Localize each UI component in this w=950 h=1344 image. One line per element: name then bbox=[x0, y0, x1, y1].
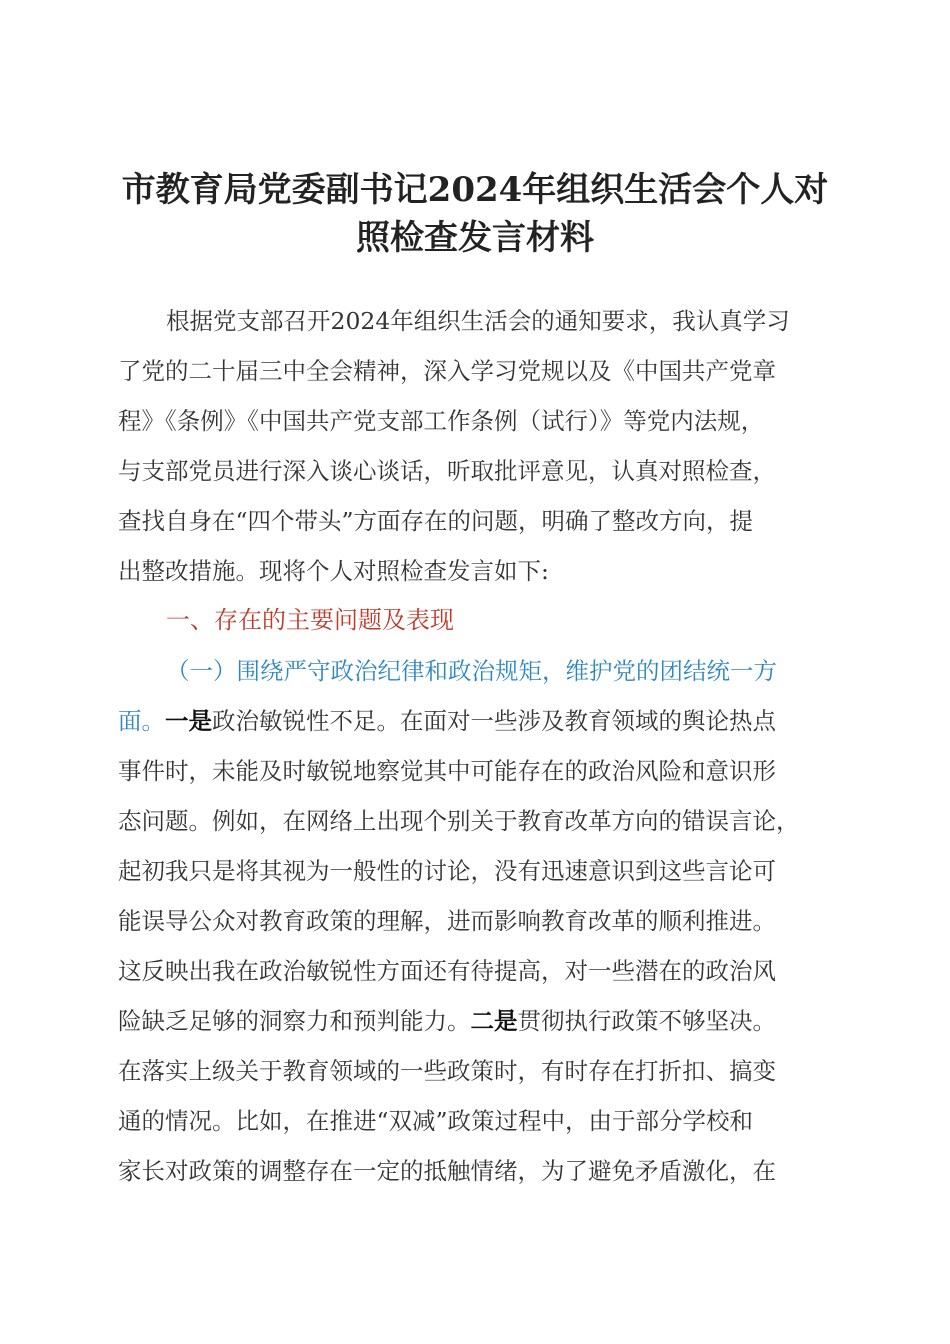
point2-before: 险缺乏足够的洞察力和预判能力。 bbox=[118, 1007, 471, 1035]
body-line: 这反映出我在政治敏锐性方面还有待提高，对一些潜在的政治风 bbox=[118, 957, 776, 985]
body-line: 起初我只是将其视为一般性的讨论，没有迅速意识到这些言论可 bbox=[118, 857, 776, 885]
document-title-line-1: 市教育局党委副书记2024年组织生活会个人对 bbox=[121, 170, 829, 210]
point1-text: 政治敏锐性不足。在面对一些涉及教育领域的舆论热点 bbox=[212, 707, 776, 735]
intro-line-4: 与支部党员进行深入谈心谈话，听取批评意见，认真对照检查， bbox=[118, 457, 776, 485]
body-line: 家长对政策的调整存在一定的抵触情绪，为了避免矛盾激化，在 bbox=[118, 1157, 776, 1185]
intro-line-1: 根据党支部召开2024年组织生活会的通知要求，我认真学习 bbox=[166, 307, 790, 335]
body-line-point2 bbox=[118, 1002, 838, 1036]
point2-after: 贯彻执行政策不够坚决。 bbox=[517, 1007, 776, 1035]
intro-line-2: 了党的二十届三中全会精神，深入学习党规以及《中国共产党章 bbox=[118, 357, 776, 385]
subsection-heading-line-1: （一）围绕严守政治纪律和政治规矩，维护党的团结统一方 bbox=[166, 657, 777, 685]
body-line-point1 bbox=[118, 702, 838, 736]
body-line: 事件时，未能及时敏锐地察觉其中可能存在的政治风险和意识形 bbox=[118, 757, 776, 785]
document-title-line-2: 照检查发言材料 bbox=[356, 218, 594, 258]
body-line: 能误导公众对教育政策的理解，进而影响教育改革的顺利推进。 bbox=[118, 907, 776, 935]
intro-line-5: 查找自身在“四个带头”方面存在的问题，明确了整改方向，提 bbox=[118, 507, 754, 535]
body-line: 态问题。例如，在网络上出现个别关于教育改革方向的错误言论， bbox=[118, 807, 800, 835]
section-heading-1: 一、存在的主要问题及表现 bbox=[166, 606, 454, 634]
intro-line-6: 出整改措施。现将个人对照检查发言如下: bbox=[118, 557, 549, 585]
point1-label: 一是 bbox=[165, 707, 212, 735]
subsection-heading-line-2: 面。 bbox=[118, 707, 165, 735]
point2-label: 二是 bbox=[470, 1007, 518, 1035]
body-line: 通的情况。比如，在推进“双减”政策过程中，由于部分学校和 bbox=[118, 1107, 754, 1135]
body-line: 在落实上级关于教育领域的一些政策时，有时存在打折扣、搞变 bbox=[118, 1057, 776, 1085]
intro-line-3: 程》《条例》《中国共产党支部工作条例（试行）》等党内法规， bbox=[118, 407, 765, 435]
